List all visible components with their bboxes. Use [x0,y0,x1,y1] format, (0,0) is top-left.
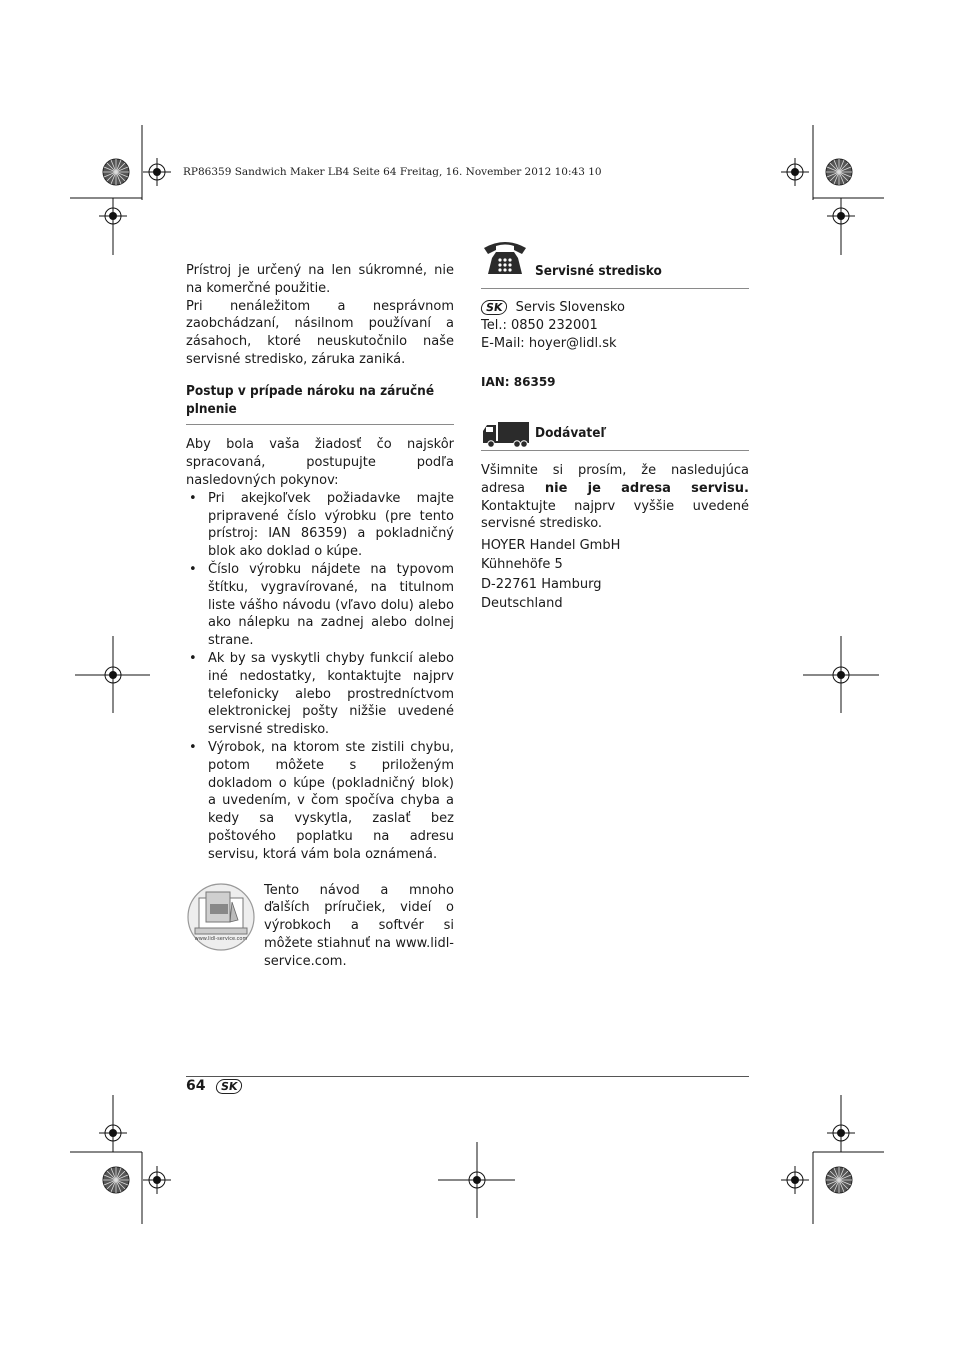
footer-page-info [186,1078,243,1094]
heading-underline [186,424,454,425]
supplier-note [481,462,749,533]
footer-country-badge: SK [215,1079,244,1094]
address-line: HOYER Handel GmbH [481,538,621,553]
page-number: 64 [186,1078,206,1094]
service-name-line [481,299,749,317]
heading-underline [481,450,749,451]
ian-number: IAN: 86359 [481,375,556,389]
supplier-heading: Dodávateľ [535,425,607,441]
warranty-procedure-heading: Postup v prípade nároku na záručné plnenie [186,382,435,417]
supplier-address [481,536,749,613]
intro-paragraph-1: Prístroj je určený na len súkromné, nie na komerčné použitie. [186,263,454,296]
supplier-note-end: Kontaktujte najprv vyššie uvedené servisné stredisko. [481,498,749,532]
list-item: • Výrobok, na ktorom ste zistili chybu, potom môžete s priloženým dokladom o kúpe (pokladničný blok) a uvedením, v čom spočíva chyba a kedy sa vyskytla, zaslať bez poštového poplatku na adresu servisu, ktorá vám bola oznámená. [186,739,454,864]
supplier-note-emphasis: nie je adresa servisu. [544,480,749,496]
service-email: E-Mail: hoyer@lidl.sk [481,335,617,351]
country-badge: SK [480,300,509,315]
telephone-icon [482,238,528,278]
left-column [186,262,454,969]
footer-rule [186,1076,749,1077]
service-center-heading: Servisné stredisko [535,263,662,279]
service-name: Servis Slovensko [515,300,625,315]
warranty-steps-list [186,490,454,864]
print-slug-header: RP86359 Sandwich Maker LB4 Seite 64 Freitag, 16. November 2012 10:43 10 [183,166,602,178]
address-line: Kühnehöfe 5 [481,557,563,573]
list-item: • Číslo výrobku nájdete na typovom štítku, vygravírované, na titulnom liste vášho návodu (vľavo dolu) alebo ako nálepku na zadnej alebo dolnej strane. [186,561,454,650]
intro-paragraph-2: Pri nenáležitom a nesprávnom zaobchádzaní, násilnom používaní a zásahoch, ktoré neuskutočnilo naše servisné stredisko, záruka zaniká. [186,298,454,367]
list-item: • Pri akejkoľvek požiadavke majte pripravené číslo výrobku (pre tento prístroj: IAN 86359) a pokladničný blok ako doklad o kúpe. [186,490,454,561]
supplier-note-start: Všimnite si prosím, že nasledujúca adresa [481,463,749,496]
download-info-text: Tento návod a mnoho ďalších príručiek, videí o výrobkoch a softvér si môžete stiahnuť na www.lidl-service.com. [264,882,454,969]
heading-underline [481,288,749,289]
download-icon-caption: www.lidl-service.com [194,935,248,942]
address-line: Deutschland [481,595,563,611]
lidl-service-download-icon [186,882,256,952]
truck-icon [482,420,530,448]
service-contact-block [481,299,749,352]
address-line: D-22761 Hamburg [481,576,602,592]
list-item: • Ak by sa vyskytli chyby funkcií alebo iné nedostatky, kontaktujte najprv telefonicky alebo prostredníctvom elektronickej pošty nižšie uvedené servisné stredisko. [186,650,454,739]
warranty-intro-paragraph: Aby bola vaša žiadosť čo najskôr spracovaná, postupujte podľa nasledovných pokynov: [186,437,454,488]
service-phone: Tel.: 0850 232001 [481,317,598,333]
download-info-block [186,882,454,969]
